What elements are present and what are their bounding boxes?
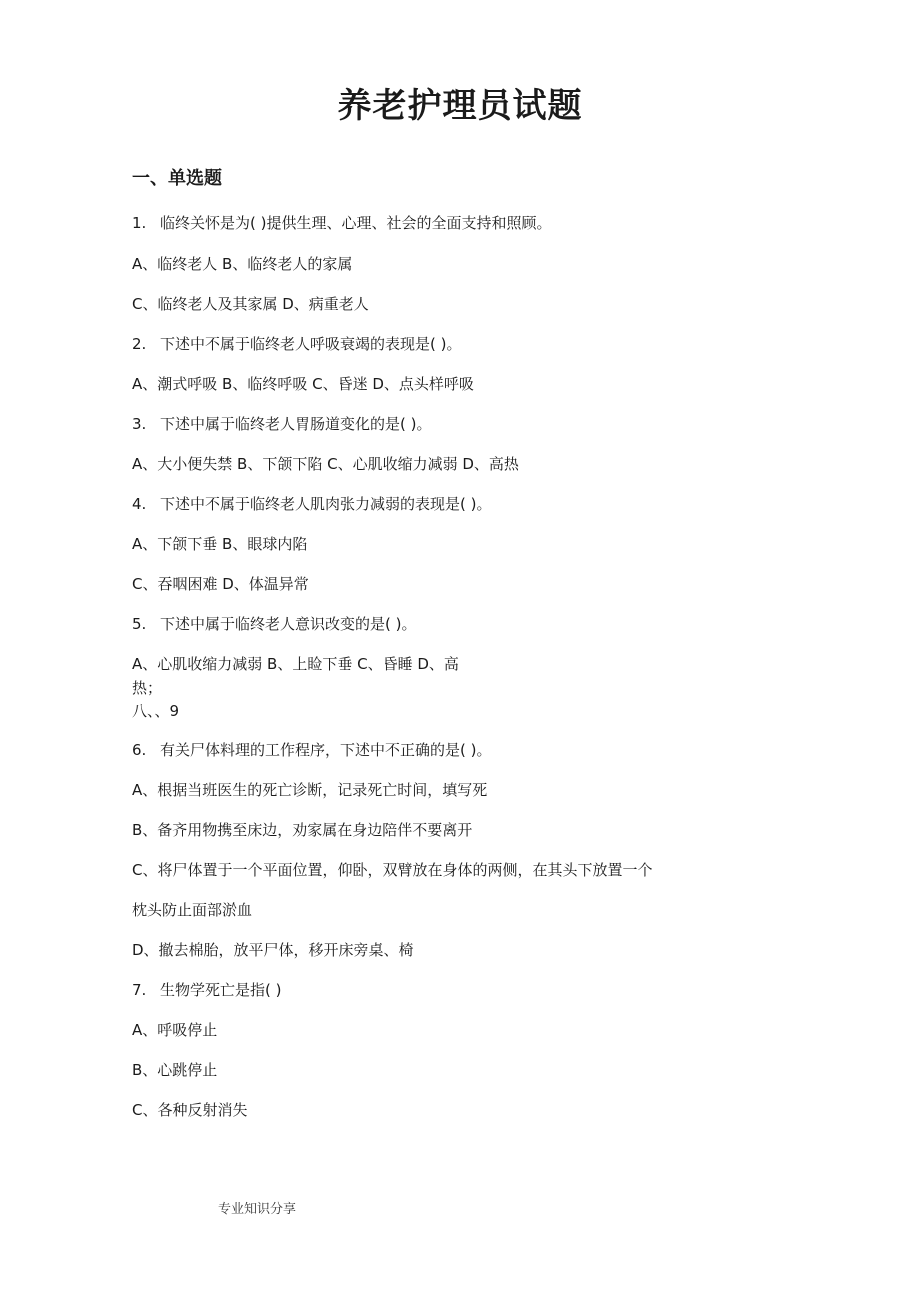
question-text: 下述中属于临终老人意识改变的是( )。: [160, 615, 417, 633]
option-line: 枕头防止面部淤血: [132, 901, 253, 919]
question-text: 临终关怀是为( )提供生理、心理、社会的全面支持和照顾。: [160, 214, 552, 232]
option-line: A、根据当班医生的死亡诊断，记录死亡时间，填写死: [132, 781, 488, 799]
question-line: [132, 493, 491, 514]
question-text: 下述中不属于临终老人肌肉张力减弱的表现是( )。: [160, 495, 492, 513]
question-line: [132, 979, 281, 1000]
option-line: D、撤去棉胎，放平尸体，移开床旁桌、椅: [132, 941, 414, 959]
option-line: B、心跳停止: [132, 1061, 218, 1079]
option-line: C、将尸体置于一个平面位置，仰卧，双臂放在身体的两侧，在其头下放置一个: [132, 861, 653, 879]
option-line: 热；: [132, 679, 163, 697]
stray-text: 八、、9: [132, 702, 180, 720]
question-number: 6.: [132, 741, 147, 759]
question-number: 1.: [132, 214, 147, 232]
section-heading: 一、单选题: [132, 168, 222, 189]
question-line: [132, 212, 551, 233]
option-line: C、各种反射消失: [132, 1101, 248, 1119]
question-line: [132, 333, 461, 354]
question-text: 生物学死亡是指( ): [160, 981, 282, 999]
question-line: [132, 413, 431, 434]
question-line: [132, 613, 416, 634]
option-line: A、心肌收缩力减弱 B、上睑下垂 C、昏睡 D、高: [132, 655, 459, 673]
option-line: A、大小便失禁 B、下颌下陷 C、心肌收缩力减弱 D、高热: [132, 455, 519, 473]
question-text: 有关尸体料理的工作程序，下述中不正确的是( )。: [160, 741, 492, 759]
page-footer: 专业知识分享: [218, 1202, 297, 1217]
question-text: 下述中不属于临终老人呼吸衰竭的表现是( )。: [160, 335, 462, 353]
option-line: A、潮式呼吸 B、临终呼吸 C、昏迷 D、点头样呼吸: [132, 375, 474, 393]
question-number: 4.: [132, 495, 147, 513]
question-number: 7.: [132, 981, 147, 999]
document-title: 养老护理员试题: [337, 86, 583, 126]
option-line: C、临终老人及其家属 D、病重老人: [132, 295, 369, 313]
option-line: A、呼吸停止: [132, 1021, 218, 1039]
question-number: 2.: [132, 335, 147, 353]
question-number: 3.: [132, 415, 147, 433]
option-line: C、吞咽困难 D、体温异常: [132, 575, 309, 593]
question-line: [132, 739, 491, 760]
option-line: A、临终老人 B、临终老人的家属: [132, 255, 353, 273]
question-text: 下述中属于临终老人胃肠道变化的是( )。: [160, 415, 432, 433]
option-line: A、下颌下垂 B、眼球内陷: [132, 535, 308, 553]
question-number: 5.: [132, 615, 147, 633]
option-line: B、备齐用物携至床边，劝家属在身边陪伴不要离开: [132, 821, 473, 839]
